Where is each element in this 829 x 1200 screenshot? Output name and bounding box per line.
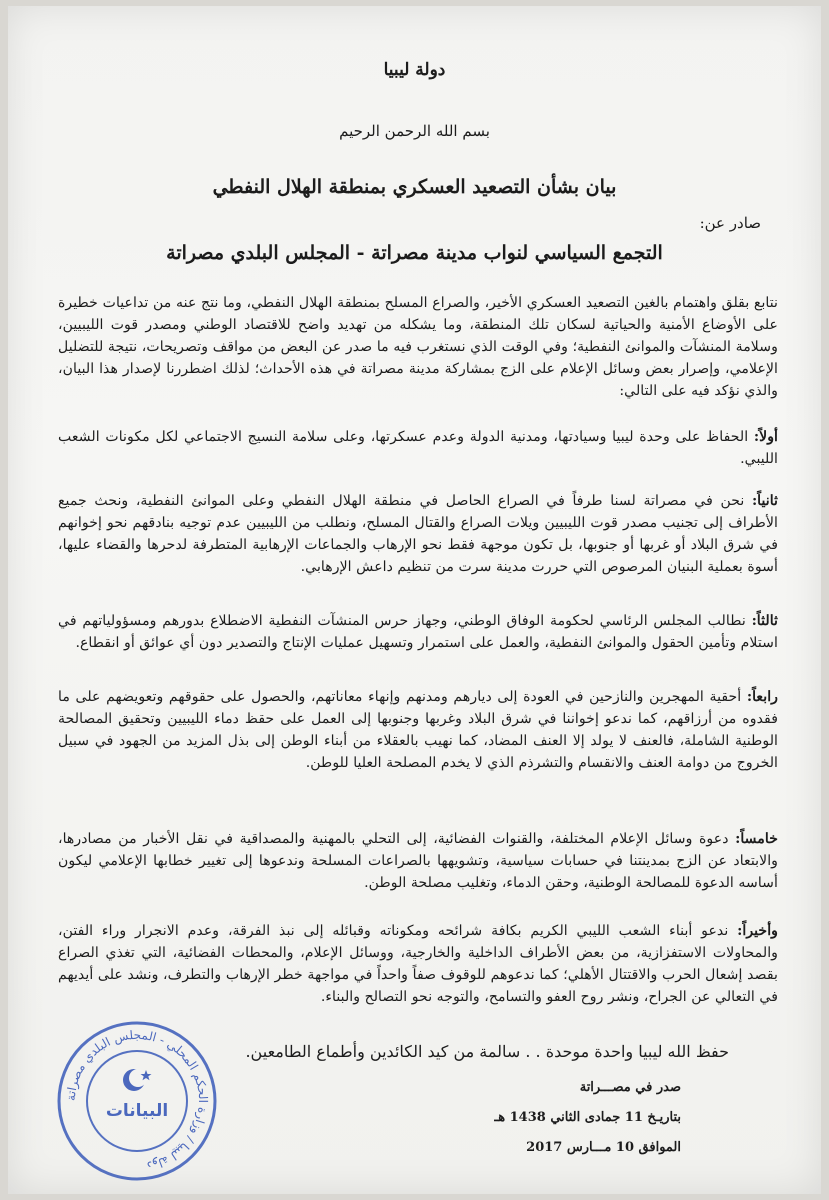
paragraph-lead: ثانياً: — [751, 493, 778, 509]
paragraph-text: نحن في مصراتة لسنا طرفاً في الصراع الحاصل في منطقة الهلال النفطي وعلى الموانئ النفطية، ونحث جميع الأطراف إلى تجنيب مصدر قوت الليبيين ويلات الصراع والقتال المسلح، ونطلب من الليبيين عدم توجيه بنادقهم نحو إخوانهم في شرق البلاد أو غربها أو جنوبها، بل تكون موجهة فقط نحو الإرهاب والجماعات الإرهابية المتطرفة لدحرها والقضاء عليها، أسوة بعملية البنيان المرصوص التي حررت مدينة سرت من تنظيم داعش الإرهابي. — [58, 493, 778, 575]
issuer-name: التجمع السياسي لنواب مدينة مصراتة - المجلس البلدي مصراتة — [166, 242, 663, 264]
paragraph-lead: رابعاً: — [746, 689, 778, 705]
paragraph-text: نطالب المجلس الرئاسي لحكومة الوفاق الوطني، وجهاز حرس المنشآت النفطية الاضطلاع بدورهم ومسؤولياتهم في استلام وتأمين الحقول والموانئ النفطية، والعمل على استمرار وتسهيل عمليات الإنتاج والتصدير دون أي عوائق أو انقطاع. — [58, 613, 778, 651]
paragraph-third — [58, 610, 778, 654]
stamp-center-text: البيانات — [105, 1101, 169, 1121]
paragraph-fourth — [58, 686, 778, 774]
hijri-date: بتاريـخ 11 جمادى الثاني 1438 هـ — [494, 1110, 681, 1125]
paragraph-second — [58, 490, 778, 578]
paragraph-text: نتابع بقلق واهتمام بالغين التصعيد العسكري الأخير، والصراع المسلح بمنطقة الهلال النفطي، وما نتج عنه من تداعيات خطيرة على الأوضاع الأمنية والحياتية لسكان تلك المنطقة، وما يشكله من تهديد واضح للاقتصاد الوطني ومصدر قوت الليبيين، وسلامة المنشآت والموانئ النفطية؛ وفي الوقت الذي نستغرب فيه ما صدر عن البعض من مواقف وتصريحات، نتيجة للتضليل الإعلامي، وإصرار بعض وسائل الإعلام على الزج بمشاركة مدينة مصراتة في هذه الأحداث؛ لذلك اضطررنا لإصدار هذا البيان، والذي نؤكد فيه على التالي: — [58, 295, 778, 399]
basmala: بسم الله الرحمن الرحيم — [339, 122, 490, 140]
closing-prayer: حفظ الله ليبيا واحدة موحدة . . سالمة من كيد الكائدين وأطماع الطامعين. — [245, 1042, 729, 1061]
official-stamp — [52, 1016, 222, 1186]
paragraph-text: أحقية المهجرين والنازحين في العودة إلى ديارهم ومدنهم وإنهاء معاناتهم، والحصول على حقوقهم وتعويضهم على ما فقدوه من أرزاقهم، كما ندعو إخواننا في شرق البلاد وغربها وجنوبها إلى العمل على حقظ دماء الليبيين وتحقيق المصالحة الوطنية الشاملة، فالعنف لا يولد إلا العنف المضاد، كما نهيب بالعقلاء من أبناء الوطن إلى بذل المزيد من الجهود في سبيل الخروج من دوامة العنف والانقسام والتشرذم الذي لا يخدم المصلحة العليا للوطن. — [58, 689, 778, 771]
stamp-ring-path: دولة ليبيا / وزارة الحكم المحلي - المجلس البلدي مصراتة — [63, 1027, 211, 1174]
paragraph-text: ندعو أبناء الشعب الليبي الكريم بكافة شرائحه ومكوناته وقبائله إلى نبذ الفرقة، وعدم الانجرار وراء الفتن، والمحاولات الاستفزازية، من بعض الأطراف الداخلية والخارجية، ووسائل الإعلام، والمحطات الفضائية، التي تغذي الصراع بقصد إشعال الحرب والاقتتال الأهلي؛ كما ندعوهم للوقوف صفاً واحداً في مواجهة خطر الإرهاب والتطرف، ونشد على أيديهم في التعالي عن الجراح، ونشر روح العفو والتسامح، والتوجه نحو التصالح والبناء. — [58, 923, 778, 1005]
issued-by-label: صادر عن: — [699, 214, 761, 232]
gregorian-date: الموافق 10 مـــارس 2017 — [526, 1140, 681, 1155]
paragraph-text: الحفاظ على وحدة ليبيا وسيادتها، ومدنية الدولة وعدم عسكرتها، وعلى سلامة النسيج الاجتماعي لكل مكونات الشعب الليبي. — [58, 429, 778, 467]
document-page — [8, 6, 821, 1194]
paragraph-text: دعوة وسائل الإعلام المختلفة، والقنوات الفضائية، إلى التحلي بالمهنية والمصداقية في نقل الأخبار من مصادرها، والابتعاد عن الزج بمدينتنا في حسابات سياسية، وتشويهها بالصراعات المسلحة وندعوها إلى تغيير خطابها الإعلامي ليكون أساسه الدعوة للمصالحة الوطنية، وحقن الدماء، وتغليب مصلحة الوطن. — [58, 831, 778, 891]
paragraph-lead: وأخيراً: — [737, 923, 778, 939]
paragraph-intro — [58, 292, 778, 402]
paragraph-lead: خامساً: — [735, 831, 778, 847]
paragraph-lead: ثالثاً: — [751, 613, 778, 629]
state-heading: دولة ليبيا — [383, 60, 446, 80]
paragraph-first — [58, 426, 778, 470]
paragraph-lead: أولاً: — [753, 429, 778, 445]
paragraph-final — [58, 920, 778, 1008]
issued-in: صدر في مصـــراتة — [579, 1080, 681, 1095]
statement-title: بيان بشأن التصعيد العسكري بمنطقة الهلال النفطي — [212, 176, 617, 198]
paragraph-fifth — [58, 828, 778, 894]
crescent-star-icon — [123, 1069, 152, 1091]
